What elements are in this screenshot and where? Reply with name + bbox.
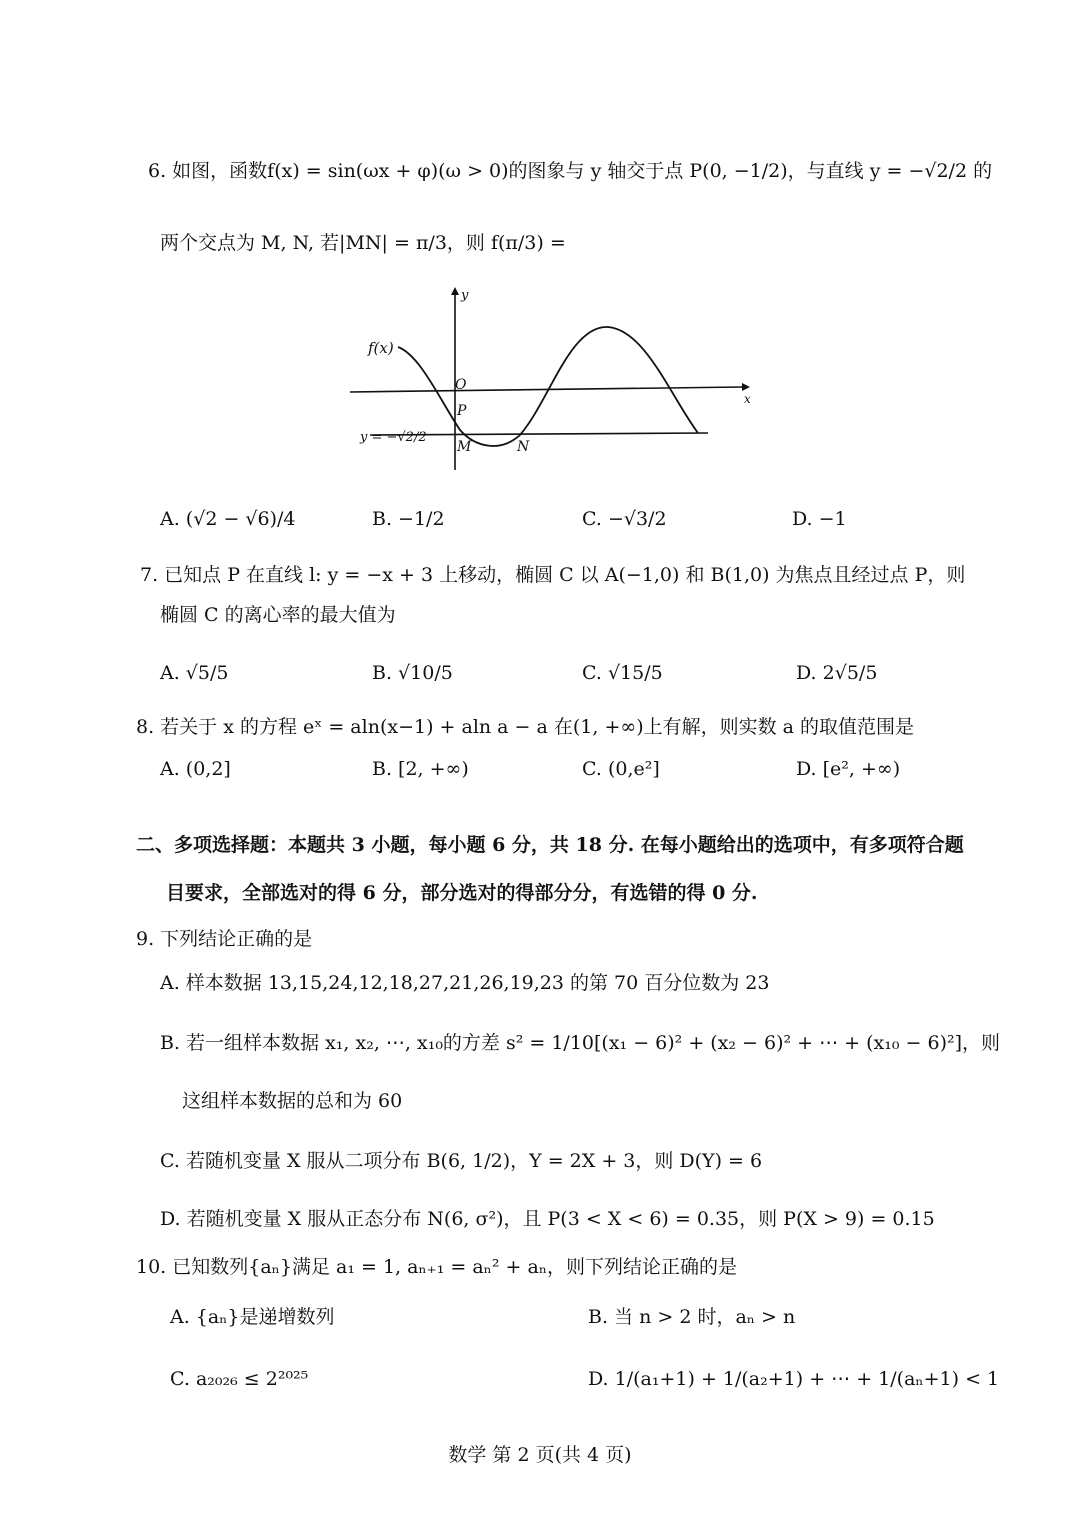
q10-option-a: A. {aₙ}是递增数列 [170,1306,335,1328]
q7-option-b: B. √10/5 [372,662,453,684]
y-axis-label: y [461,288,469,303]
q8-option-b: B. [2, +∞) [372,758,469,780]
q7-option-c: C. √15/5 [582,662,663,684]
point-n-label: N [517,439,530,455]
q8-option-a: A. (0,2] [160,758,231,780]
q6-stem-line2: 两个交点为 M, N, 若|MN| = π/3，则 f(π/3) = [160,232,566,254]
x-axis-label: x [744,392,751,406]
q6-option-d: D. −1 [792,508,847,530]
origin-label: O [455,377,467,393]
q8-stem: 8. 若关于 x 的方程 eˣ = aln(x−1) + aln a − a 在(1, +∞)上有解，则实数 a 的取值范围是 [136,716,915,738]
q7-stem-line1: 7. 已知点 P 在直线 l: y = −x + 3 上移动，椭圆 C 以 A(−1,0) 和 B(1,0) 为焦点且经过点 P，则 [140,564,966,586]
q9-option-b-line2: 这组样本数据的总和为 60 [182,1090,403,1112]
q9-option-b-line1: B. 若一组样本数据 x₁, x₂, ⋯, x₁₀的方差 s² = 1/10[(x₁ − 6)² + (x₂ − 6)² + ⋯ + (x₁₀ − 6)²]，则 [160,1032,1001,1054]
y-axis-arrow-icon [451,287,459,295]
q6-function-graph [340,285,760,475]
line-label: y = −√2/2 [360,430,427,445]
q6-option-c: C. −√3/2 [582,508,667,530]
q9-option-c: C. 若随机变量 X 服从二项分布 B(6, 1/2)，Y = 2X + 3，则 D(Y) = 6 [160,1150,763,1172]
page-footer: 数学 第 2 页(共 4 页) [448,1444,632,1466]
q6-option-b: B. −1/2 [372,508,445,530]
q8-option-d: D. [e², +∞) [796,758,901,780]
sine-curve [398,327,698,446]
q10-option-b: B. 当 n > 2 时，aₙ > n [588,1306,796,1328]
q9-option-a: A. 样本数据 13,15,24,12,18,27,21,26,19,23 的第 70 百分位数为 23 [160,972,770,994]
section2-heading-line2: 目要求，全部选对的得 6 分，部分选对的得部分分，有选错的得 0 分. [166,882,758,904]
q8-option-c: C. (0,e²] [582,758,660,780]
x-axis-arrow-icon [742,383,750,391]
q7-stem-line2: 椭圆 C 的离心率的最大值为 [160,604,396,626]
q6-option-a: A. (√2 − √6)/4 [160,508,296,530]
q10-option-d: D. 1/(a₁+1) + 1/(a₂+1) + ⋯ + 1/(aₙ+1) < 1 [588,1368,1000,1390]
point-m-label: M [457,439,472,455]
q6-stem-line1: 6. 如图，函数f(x) = sin(ωx + φ)(ω > 0)的图象与 y 轴交于点 P(0, −1/2)，与直线 y = −√2/2 的 [148,160,993,182]
section2-heading-line1: 二、多项选择题：本题共 3 小题，每小题 6 分，共 18 分. 在每小题给出的选项中，有多项符合题 [136,834,964,856]
q10-option-c: C. a₂₀₂₆ ≤ 2²⁰²⁵ [170,1368,309,1390]
q7-option-a: A. √5/5 [160,662,229,684]
q10-stem: 10. 已知数列{aₙ}满足 a₁ = 1, aₙ₊₁ = aₙ² + aₙ，则下列结论正确的是 [136,1256,738,1278]
x-axis [350,387,742,392]
q7-option-d: D. 2√5/5 [796,662,878,684]
q9-option-d: D. 若随机变量 X 服从正态分布 N(6, σ²)，且 P(3 < X < 6) = 0.35，则 P(X > 9) = 0.15 [160,1208,935,1230]
q9-stem: 9. 下列结论正确的是 [136,928,313,950]
point-p-label: P [457,403,467,419]
fx-label: f(x) [368,339,394,357]
